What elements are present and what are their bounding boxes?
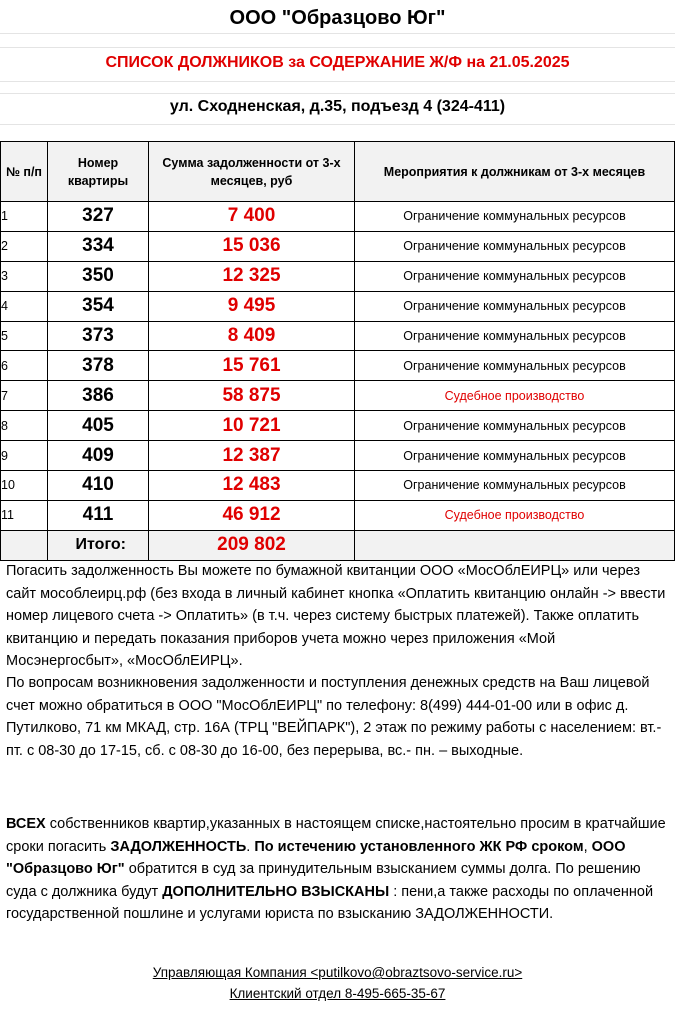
warning-text-part: обратится в суд за принудительным взысканием суммы долга. По решению суда с должника будут xyxy=(6,861,641,900)
table-row xyxy=(1,261,675,291)
debt-amount: 58 875 xyxy=(149,381,355,411)
debt-measure: Ограничение коммунальных ресурсов xyxy=(355,261,675,291)
table-row xyxy=(1,321,675,351)
warning-text-part: : пени,а также расходы по оплаченной государственной пошлине и услугами юриста по взысканию ЗАДОЛЖЕННОСТИ. xyxy=(6,883,654,923)
row-number: 10 xyxy=(1,471,48,501)
apartment-number: 378 xyxy=(48,351,149,381)
row-number: 3 xyxy=(1,261,48,291)
debt-amount: 15 761 xyxy=(149,351,355,381)
apartment-number: 373 xyxy=(48,321,149,351)
grid-line xyxy=(0,33,675,34)
debt-amount: 7 400 xyxy=(149,202,355,232)
debt-measure: Ограничение коммунальных ресурсов xyxy=(355,231,675,261)
warning-bold: По истечению установленного ЖК РФ сроком xyxy=(254,838,584,855)
apartment-number: 327 xyxy=(48,202,149,232)
address-line: ул. Сходненская, д.35, подъезд 4 (324-411) xyxy=(169,98,506,115)
total-empty-cell xyxy=(355,530,675,560)
apartment-number: 354 xyxy=(48,291,149,321)
total-label: Итого: xyxy=(48,530,149,560)
table-row xyxy=(1,441,675,471)
warning-bold: ООО "Образцово Юг" xyxy=(6,838,626,878)
payment-info: Погасить задолженность Вы можете по бумажной квитанции ООО «МосОблЕИРЦ» или через сайт мособлеирц.рф (без входа в личный кабинет кнопка «Оплатить квитанцию онлайн -> ввести номер лицевого счета -> Оплатить» (в т.ч. через систему быстрых платежей). Также оплатить квитанцию и передать показания приборов учета можно через приложения «Мой Мосэнергосбыт», «МосОблЕИРЦ». xyxy=(6,563,666,670)
debtors-table xyxy=(0,141,675,561)
apartment-number: 409 xyxy=(48,441,149,471)
grid-line xyxy=(0,124,675,125)
apartment-number: 350 xyxy=(48,261,149,291)
debt-measure: Ограничение коммунальных ресурсов xyxy=(355,411,675,441)
column-header-debt: Сумма задолженности от 3-х месяцев, руб xyxy=(149,142,355,202)
column-header-num: № п/п xyxy=(1,142,48,202)
column-header-apartment: Номер квартиры xyxy=(48,142,149,202)
debt-measure: Ограничение коммунальных ресурсов xyxy=(355,321,675,351)
debt-amount: 12 387 xyxy=(149,441,355,471)
total-amount: 209 802 xyxy=(149,530,355,560)
warning-text xyxy=(6,813,670,926)
row-number: 11 xyxy=(1,500,48,530)
table-row xyxy=(1,231,675,261)
debt-amount: 12 483 xyxy=(149,471,355,501)
debt-measure: Ограничение коммунальных ресурсов xyxy=(355,291,675,321)
debt-amount: 46 912 xyxy=(149,500,355,530)
row-number: 8 xyxy=(1,411,48,441)
table-row xyxy=(1,202,675,232)
row-number: 6 xyxy=(1,351,48,381)
debt-measure: Ограничение коммунальных ресурсов xyxy=(355,351,675,381)
apartment-number: 411 xyxy=(48,500,149,530)
debt-amount: 15 036 xyxy=(149,231,355,261)
debt-measure: Судебное производство xyxy=(355,500,675,530)
grid-line xyxy=(0,81,675,82)
warning-bold: ЗАДОЛЖЕННОСТЬ xyxy=(110,838,247,855)
row-number: 7 xyxy=(1,381,48,411)
total-empty-cell xyxy=(1,530,48,560)
warning-text-part: собственников квартир,указанных в настоящем списке,настоятельно просим в кратчайшие сроки погасить xyxy=(6,816,666,855)
grid-line xyxy=(0,93,675,94)
row-number: 5 xyxy=(1,321,48,351)
warning-text-part: , xyxy=(583,838,592,855)
management-company-email[interactable]: Управляющая Компания <putilkovo@obraztsovo-service.ru> xyxy=(152,965,523,980)
debt-amount: 12 325 xyxy=(149,261,355,291)
debt-measure: Ограничение коммунальных ресурсов xyxy=(355,471,675,501)
table-row xyxy=(1,500,675,530)
debt-amount: 10 721 xyxy=(149,411,355,441)
debt-measure: Ограничение коммунальных ресурсов xyxy=(355,441,675,471)
table-row xyxy=(1,291,675,321)
contacts-info: По вопросам возникновения задолженности и поступления денежных средств на Ваш лицевой счет можно обратиться в ООО "МосОблЕИРЦ" по телефону: 8(499) 444-01-00 или в офис д. Путилково, 71 км МКАД, стр. 16А (ТРЦ "ВЕЙПАРК"), 2 этаж по режиму работы с населением: вт.-пт. с 08-30 до 17-15, сб. с 08-30 до 16-00, без перерыва, вс.- пн. – выходные. xyxy=(6,675,662,759)
company-title: ООО "Образцово Юг" xyxy=(229,7,446,29)
table-row xyxy=(1,351,675,381)
total-row xyxy=(1,530,675,560)
apartment-number: 386 xyxy=(48,381,149,411)
debt-measure: Судебное производство xyxy=(355,381,675,411)
warning-bold: ДОПОЛНИТЕЛЬНО ВЗЫСКАНЫ xyxy=(162,883,390,900)
warning-text-part: . xyxy=(246,838,255,855)
table-row xyxy=(1,471,675,501)
row-number: 2 xyxy=(1,231,48,261)
table-row xyxy=(1,411,675,441)
column-header-measures: Мероприятия к должникам от 3-х месяцев xyxy=(355,142,675,202)
apartment-number: 405 xyxy=(48,411,149,441)
debt-amount: 8 409 xyxy=(149,321,355,351)
warning-bold: ВСЕХ xyxy=(6,816,46,832)
client-department-phone[interactable]: Клиентский отдел 8-495-665-35-67 xyxy=(229,986,446,1001)
list-title: СПИСОК ДОЛЖНИКОВ за СОДЕРЖАНИЕ Ж/Ф на 21.05.2025 xyxy=(105,54,570,71)
row-number: 1 xyxy=(1,202,48,232)
apartment-number: 410 xyxy=(48,471,149,501)
debt-measure: Ограничение коммунальных ресурсов xyxy=(355,202,675,232)
debt-amount: 9 495 xyxy=(149,291,355,321)
table-header-row xyxy=(1,142,675,202)
row-number: 4 xyxy=(1,291,48,321)
row-number: 9 xyxy=(1,441,48,471)
grid-line xyxy=(0,47,675,48)
apartment-number: 334 xyxy=(48,231,149,261)
table-row xyxy=(1,381,675,411)
